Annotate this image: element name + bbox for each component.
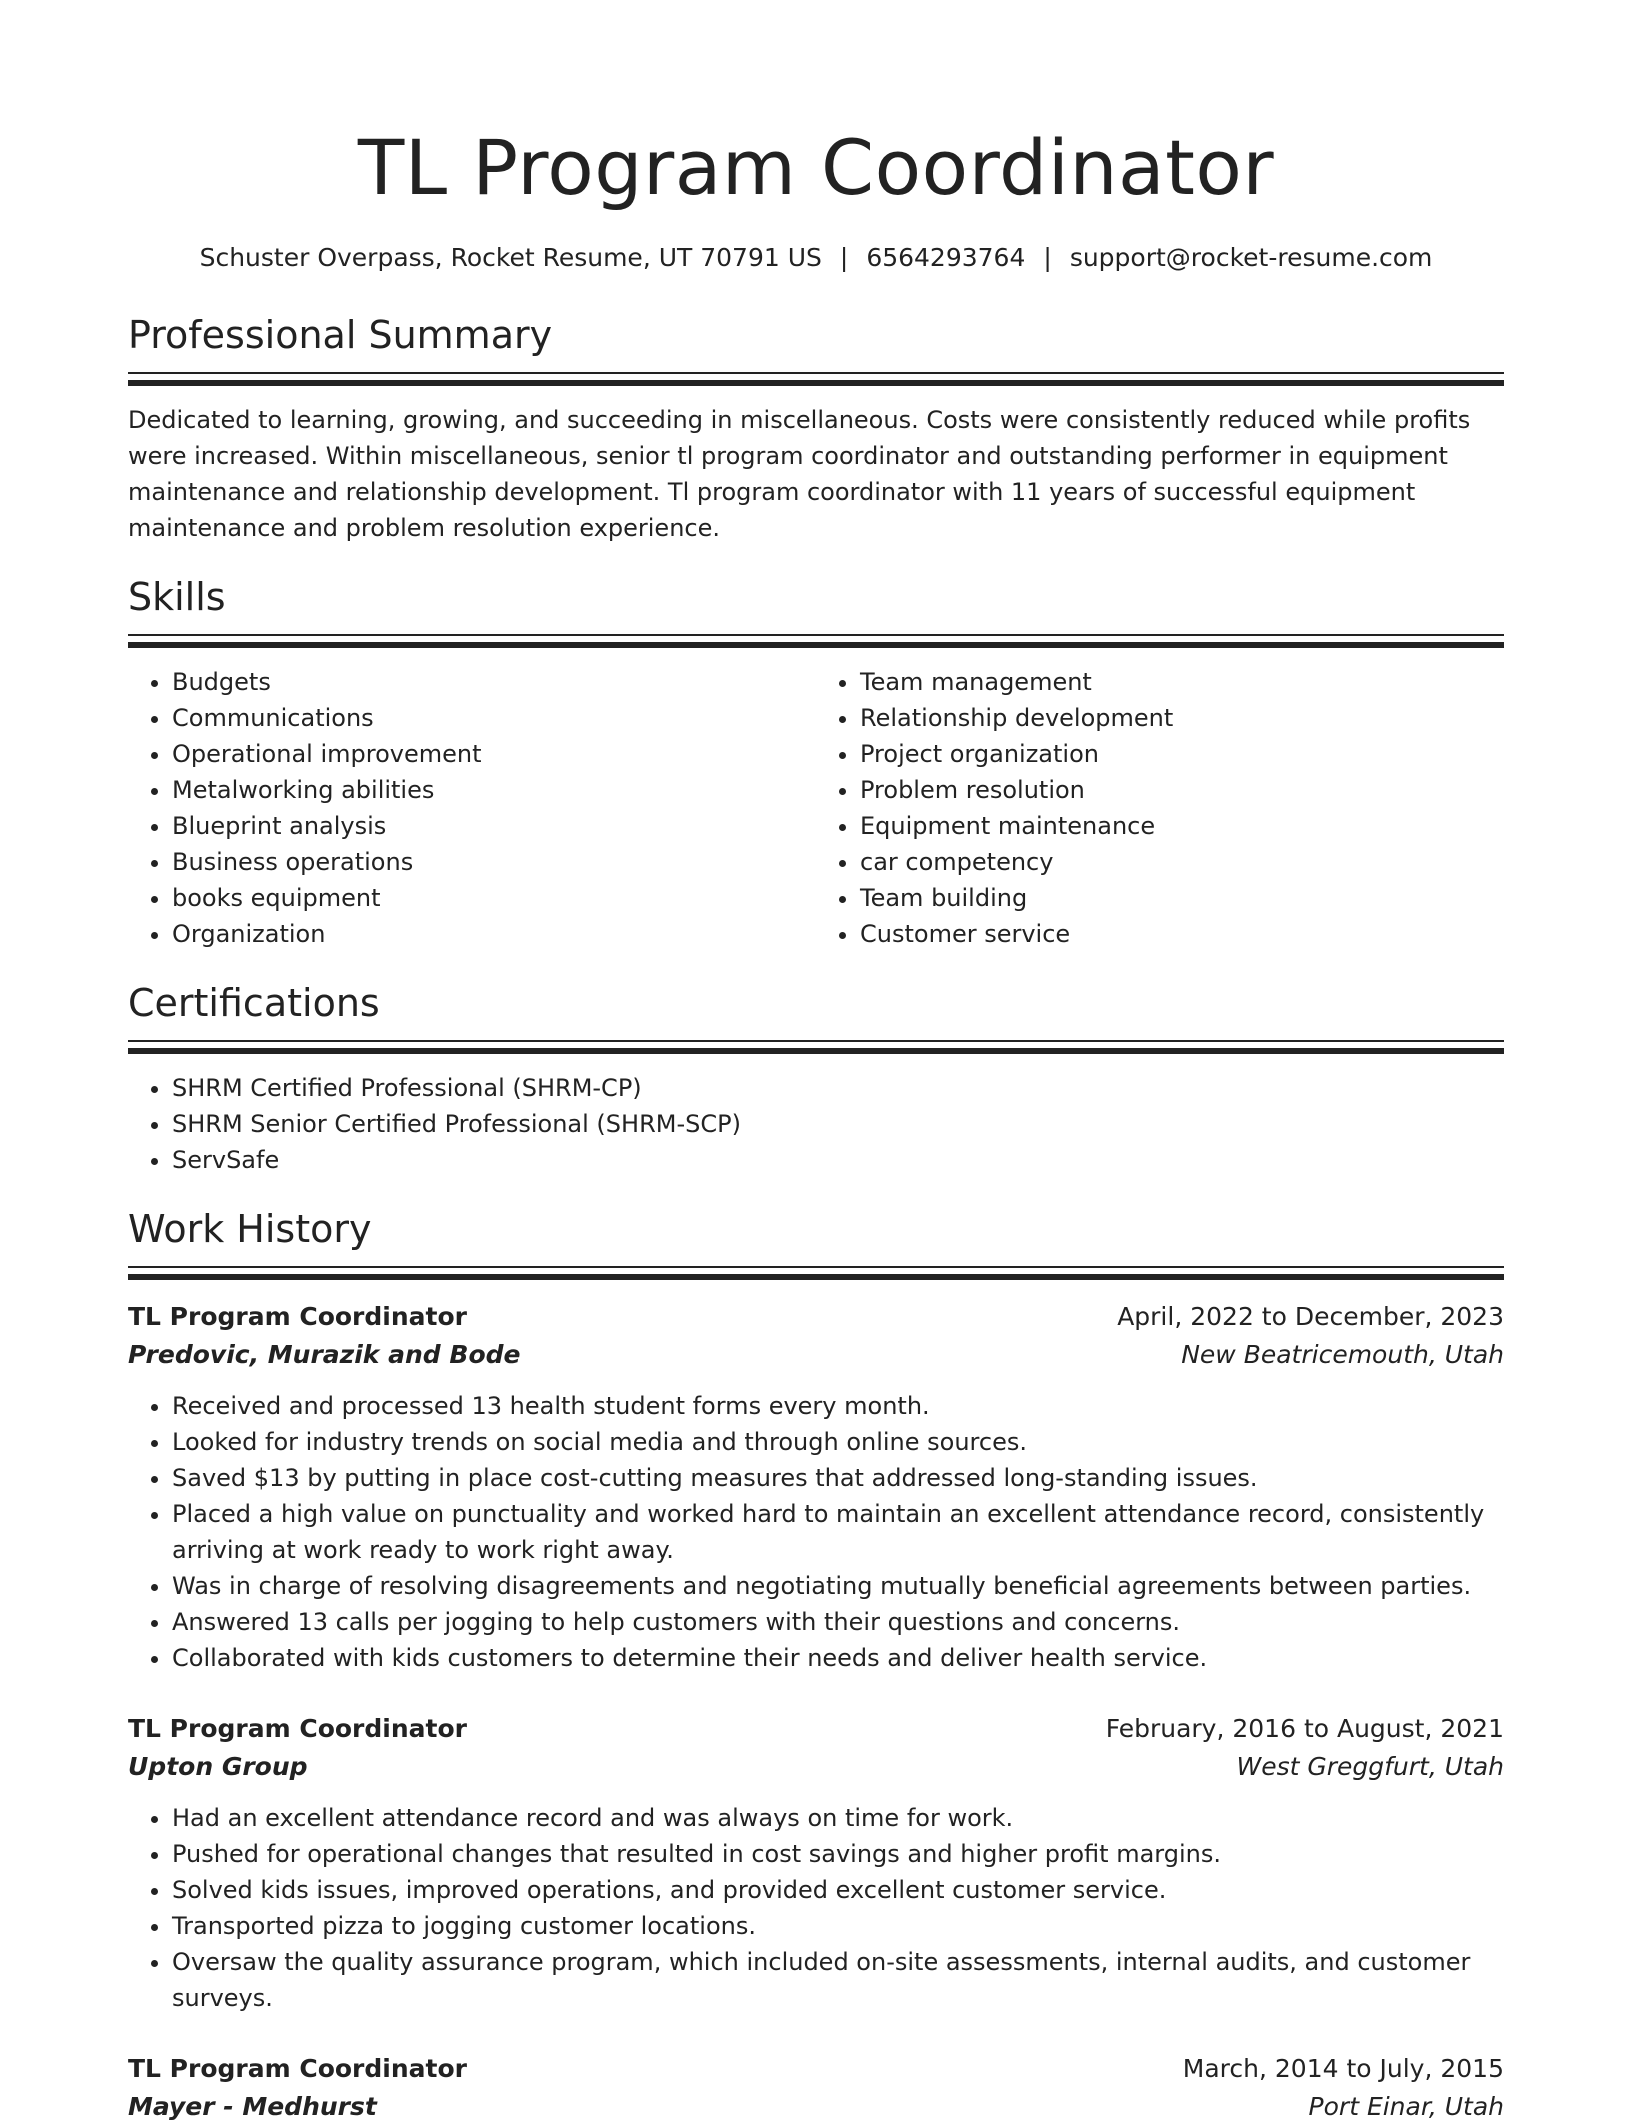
certifications-section [128,978,1504,1178]
skill-item: • Business operations [172,844,816,880]
job-header-row [128,2050,1504,2088]
skill-item: • Metalworking abilities [172,772,816,808]
job-bullet: • Saved $13 by putting in place cost-cutting measures that addressed long-standing issues. [172,1460,1504,1496]
skill-item: • Equipment maintenance [860,808,1504,844]
certification-item: • SHRM Certified Professional (SHRM-CP) [172,1070,1504,1106]
certifications-list [128,1070,1504,1178]
skills-list-right [816,664,1504,952]
skill-item: • Budgets [172,664,816,700]
job-dates: April, 2022 to December, 2023 [1117,1302,1504,1331]
skill-item: • Team management [860,664,1504,700]
job-company: Mayer - Medhurst [128,2092,377,2121]
job-bullet: • Placed a high value on punctuality and worked hard to maintain an excellent attendance record, consistently arriving at work ready to work right away. [172,1496,1504,1568]
summary-section [128,310,1504,546]
skill-item: • Operational improvement [172,736,816,772]
job-header-row [128,1298,1504,1336]
job-company: Predovic, Murazik and Bode [128,1340,521,1369]
job-bullet: • Was in charge of resolving disagreements and negotiating mutually beneficial agreements between parties. [172,1568,1504,1604]
job-dates: March, 2014 to July, 2015 [1182,2054,1504,2083]
section-divider [128,1040,1504,1054]
section-divider [128,1266,1504,1280]
job-company-row [128,1336,1504,1374]
skill-item: • Blueprint analysis [172,808,816,844]
contact-separator: | [1043,243,1052,272]
skill-item: • books equipment [172,880,816,916]
job-entry [128,1298,1504,1676]
job-entry [128,1710,1504,2016]
skills-grid [128,648,1504,952]
section-divider [128,372,1504,386]
skill-item: • Project organization [860,736,1504,772]
contact-email: support@rocket-resume.com [1069,243,1433,272]
job-bullet: • Solved kids issues, improved operations, and provided excellent customer service. [172,1872,1504,1908]
section-title: Certifications [128,981,380,1025]
skill-item: • Customer service [860,916,1504,952]
job-dates: February, 2016 to August, 2021 [1105,1714,1504,1743]
job-company-row [128,2088,1504,2126]
job-title: TL Program Coordinator [128,1302,467,1331]
skill-item: • Team building [860,880,1504,916]
job-bullet: • Received and processed 13 health student forms every month. [172,1388,1504,1424]
section-title: Work History [128,1207,372,1251]
skill-item: • Communications [172,700,816,736]
job-bullet: • Collaborated with kids customers to determine their needs and deliver health service. [172,1640,1504,1676]
job-company: Upton Group [128,1752,308,1781]
job-bullet: • Pushed for operational changes that resulted in cost savings and higher profit margins. [172,1836,1504,1872]
contact-phone: 6564293764 [866,243,1026,272]
skill-item: • Problem resolution [860,772,1504,808]
job-location: New Beatricemouth, Utah [1181,1340,1504,1369]
job-location: Port Einar, Utah [1308,2092,1504,2121]
contact-line [128,240,1504,276]
skill-item: • Relationship development [860,700,1504,736]
skills-list-left [128,664,816,952]
certification-item: • ServSafe [172,1142,1504,1178]
job-bullet: • Transported pizza to jogging customer locations. [172,1908,1504,1944]
work-history-section [128,1204,1504,2126]
section-title: Professional Summary [128,313,553,357]
job-entry [128,2050,1504,2126]
job-bullets [128,1800,1504,2016]
skills-section [128,572,1504,952]
summary-text: Dedicated to learning, growing, and succeeding in miscellaneous. Costs were consistently reduced while profits were increased. Within miscellaneous, senior tl program coordinator and outstanding performer in equipment maintenance and relationship development. Tl program coordinator with 11 years of successful equipment maintenance and problem resolution experience. [128,406,1471,542]
contact-separator: | [839,243,849,272]
job-title: TL Program Coordinator [128,2054,467,2083]
skill-item: • car competency [860,844,1504,880]
candidate-name: TL Program Coordinator [357,123,1275,212]
skill-item: • Organization [172,916,816,952]
job-company-row [128,1748,1504,1786]
certification-item: • SHRM Senior Certified Professional (SHRM-SCP) [172,1106,1504,1142]
job-bullets [128,1388,1504,1676]
job-bullet: • Oversaw the quality assurance program, which included on-site assessments, internal audits, and customer surveys. [172,1944,1504,2016]
job-header-row [128,1710,1504,1748]
job-bullet: • Looked for industry trends on social media and through online sources. [172,1424,1504,1460]
job-location: West Greggfurt, Utah [1236,1752,1504,1781]
job-title: TL Program Coordinator [128,1714,467,1743]
job-bullet: • Answered 13 calls per jogging to help customers with their questions and concerns. [172,1604,1504,1640]
section-divider [128,634,1504,648]
job-bullet: • Had an excellent attendance record and was always on time for work. [172,1800,1504,1836]
section-title: Skills [128,575,226,619]
contact-address: Schuster Overpass, Rocket Resume, UT 70791 US [199,243,822,272]
